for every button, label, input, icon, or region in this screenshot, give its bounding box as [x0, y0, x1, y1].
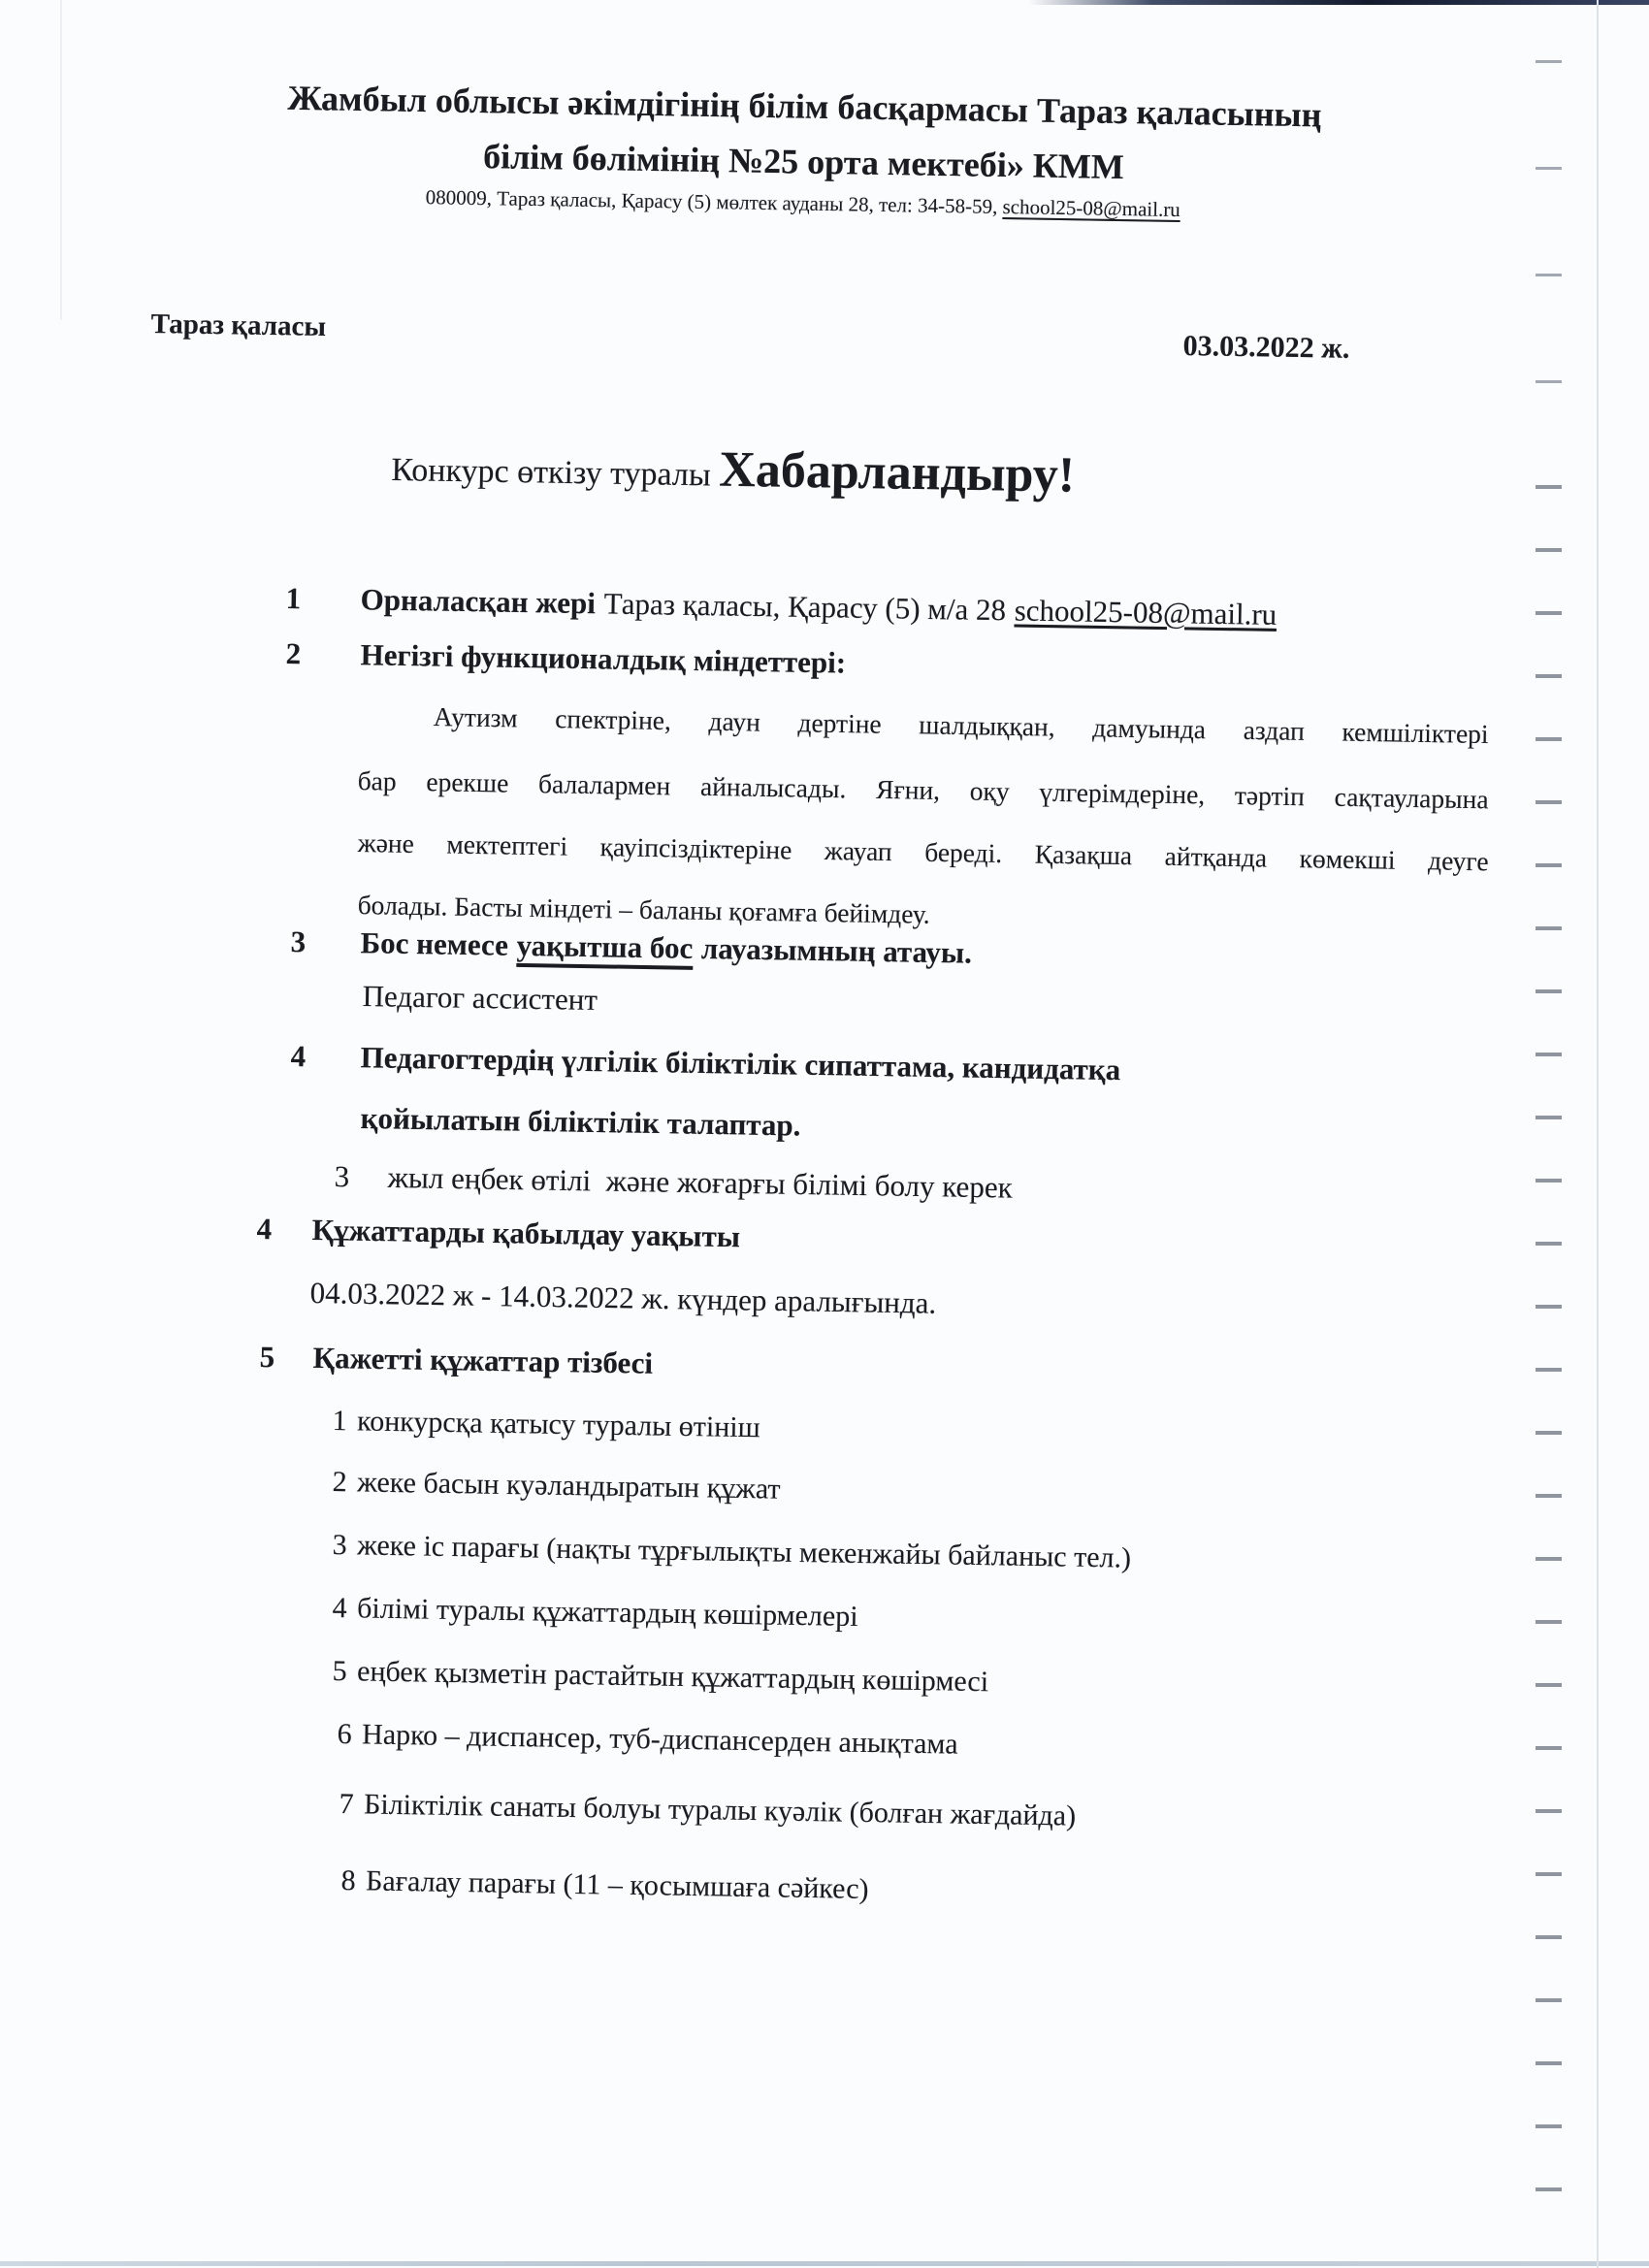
- item-4-qualification: [290, 1038, 1120, 1089]
- item-acceptance-period: [256, 1211, 740, 1256]
- doc-list-item: [332, 1464, 780, 1507]
- doc-list-item: [340, 1863, 868, 1908]
- doc-list-item: [337, 1716, 957, 1763]
- doc-list-item-text: жеке іс парағы (нақты тұрғылықты мекенжайы байланыс тел.): [356, 1529, 1132, 1574]
- item-acceptance-label: Құжаттарды қабылдау уақыты: [311, 1212, 741, 1254]
- doc-list-item: [339, 1786, 1076, 1834]
- item-3-vacancy-title: [290, 923, 972, 972]
- scan-left-edge-artifact: [60, 0, 62, 320]
- doc-list-item-number: 3: [332, 1528, 347, 1562]
- item-1-location: [285, 580, 1277, 634]
- doc-list-item-number: 1: [332, 1404, 347, 1438]
- item-acceptance-number: 4: [256, 1211, 273, 1247]
- item-4-label-line2: қойылатын біліктілік талаптар.: [360, 1100, 801, 1143]
- org-email-link[interactable]: school25-08@mail.ru: [1002, 194, 1181, 221]
- item-2-label: Негізгі функционалдық міндеттері:: [360, 637, 847, 680]
- doc-list-item-number: 8: [340, 1863, 356, 1897]
- scan-top-edge-artifact: [1028, 0, 1649, 5]
- page-title: [391, 433, 1076, 507]
- item-3-label-end: лауазымның атауы.: [700, 931, 973, 970]
- doc-list-item-number: 6: [337, 1717, 352, 1751]
- item-required-docs-label: Қажетті құжаттар тізбесі: [312, 1340, 654, 1380]
- doc-list-item-number: 5: [332, 1654, 347, 1688]
- item-4-requirement-number: 3: [334, 1158, 350, 1194]
- page-title-lead: Конкурс өткізу туралы: [391, 451, 720, 494]
- scan-bottom-edge-artifact: [0, 2261, 1649, 2266]
- item-1-number: 1: [285, 580, 302, 616]
- letterhead: [124, 68, 1484, 227]
- doc-list-item-number: 2: [332, 1465, 347, 1499]
- doc-list-item: [332, 1527, 1131, 1576]
- doc-list-item-text: Нарко – диспансер, туб-диспансерден анықтама: [361, 1718, 958, 1761]
- page-title-emphasis: Хабарландыру!: [718, 441, 1076, 503]
- doc-list-item-number: 4: [332, 1591, 347, 1625]
- item-required-docs-number: 5: [259, 1339, 275, 1375]
- item-4-requirement-text: жыл еңбек өтілі және жоғарғы білімі болу керек: [387, 1159, 1013, 1205]
- org-address-text: 080009, Тараз қаласы, Қарасу (5) мөлтек ауданы 28, тел: 34-58-59,: [425, 184, 1003, 218]
- item-1-text: Тараз қаласы, Қарасу (5) м/а 28: [603, 586, 1007, 628]
- item-4-number: 4: [290, 1038, 307, 1074]
- doc-list-item: [332, 1590, 858, 1635]
- org-name-line1: Жамбыл облысы әкімдігінің білім басқармасы Тараз қаласының: [287, 78, 1322, 135]
- scan-right-edge-ticks-upper: [1536, 60, 1562, 438]
- dateline-date: 03.03.2022 ж.: [1182, 329, 1350, 365]
- description-line-2: бар ерекше балалармен айналысады. Яғни, оқу үлгерімдеріне, тәртіп сақтауларына: [357, 764, 1489, 815]
- doc-list-item-text: Бағалау парағы (11 – қосымшаға сәйкес): [365, 1864, 869, 1906]
- doc-list-item: [332, 1653, 988, 1701]
- item-required-docs: [259, 1339, 653, 1382]
- item-4-label-line1: Педагогтердің үлгілік біліктілік сипаттама, кандидатқа: [360, 1040, 1121, 1087]
- description-line-4: болады. Басты міндеті – баланы қоғамға бейімдеу.: [357, 889, 930, 929]
- scan-right-edge-ticks-lower: [1536, 485, 1562, 2243]
- doc-list-item: [332, 1403, 760, 1446]
- item-3-number: 3: [290, 923, 307, 959]
- item-4-requirement: [334, 1158, 1013, 1207]
- doc-list-item-text: жеке басын куәландыратын құжат: [356, 1466, 781, 1506]
- doc-list-item-text: білімі туралы құжаттардың көшірмелері: [356, 1592, 858, 1633]
- item-2-functions: [285, 635, 846, 682]
- description-line-1: Аутизм спектріне, даун дертіне шалдыққан, дамуында аздап кемшіліктері: [433, 700, 1489, 750]
- item-3-label-underlined: уақытша бос: [516, 928, 693, 970]
- org-name-line2: білім бөлімінің №25 орта мектебі» КММ: [482, 136, 1125, 186]
- item-2-number: 2: [285, 635, 302, 671]
- item-3-label-start: Бос немесе: [360, 925, 509, 962]
- doc-list-item-text: Біліктілік санаты болуы туралы куәлік (болған жағдайда): [363, 1788, 1077, 1832]
- item-acceptance-value: 04.03.2022 ж - 14.03.2022 ж. күндер аралығында.: [309, 1275, 937, 1320]
- dateline-city: Тараз қаласы: [150, 308, 327, 342]
- item-1-label: Орналасқан жері: [360, 582, 597, 621]
- doc-list-item-text: еңбек қызметін растайтын құжаттардың көшірмесі: [356, 1655, 989, 1699]
- item-3-value: Педагог ассистент: [362, 978, 598, 1018]
- doc-list-item-number: 7: [339, 1787, 354, 1821]
- doc-list-item-text: конкурсқа қатысу туралы өтініш: [356, 1405, 761, 1444]
- scan-right-page-edge: [1597, 0, 1599, 2268]
- description-line-3: және мектептегі қауіпсіздіктеріне жауап береді. Қазақша айтқанда көмекші деуге: [357, 826, 1489, 877]
- item-1-email-link[interactable]: school25-08@mail.ru: [1014, 593, 1277, 632]
